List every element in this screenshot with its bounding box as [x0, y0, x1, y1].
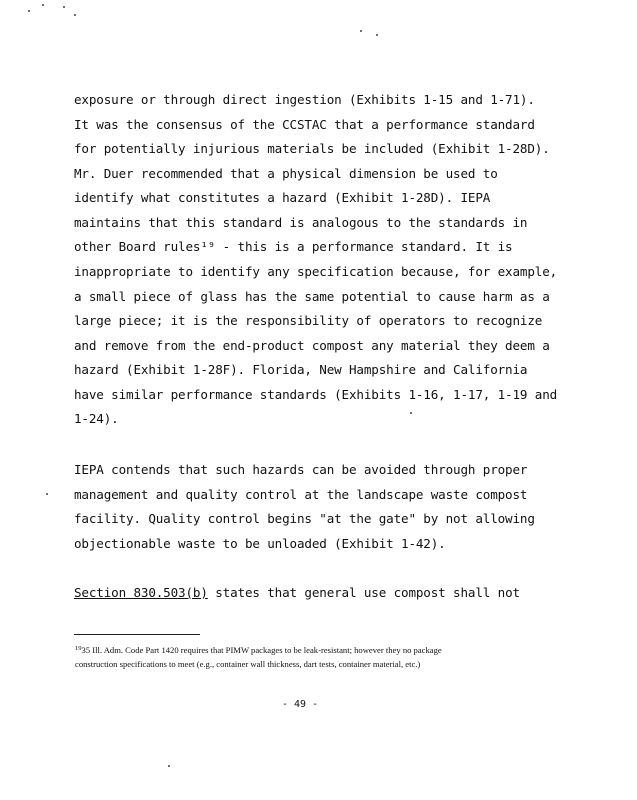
- body-line: for potentially injurious materials be included (Exhibit 1-28D).: [74, 141, 550, 156]
- scan-speck: [74, 14, 76, 16]
- body-text: states that general use compost shall not: [207, 585, 520, 600]
- body-line: maintains that this standard is analogous to the standards in: [74, 215, 528, 230]
- body-line: 1-24).: [74, 411, 119, 426]
- body-line: a small piece of glass has the same potential to cause harm as a: [74, 289, 550, 304]
- body-line: facility. Quality control begins "at the gate" by not allowing: [74, 511, 535, 526]
- scan-speck: [376, 34, 378, 36]
- body-line: [74, 585, 520, 600]
- footnote-line: construction specifications to meet (e.g., container wall thickness, dart tests, container material, etc.): [75, 659, 421, 669]
- scan-speck: [42, 4, 44, 6]
- body-line: objectionable waste to be unloaded (Exhibit 1-42).: [74, 536, 446, 551]
- scan-speck: [410, 412, 412, 414]
- body-line: other Board rules¹⁹ - this is a performance standard. It is: [74, 239, 513, 254]
- page-number: - 49 -: [281, 699, 319, 710]
- body-line: management and quality control at the landscape waste compost: [74, 487, 528, 502]
- body-line: have similar performance standards (Exhibits 1-16, 1-17, 1-19 and: [74, 387, 558, 402]
- footnote-line: [75, 645, 442, 655]
- body-line: inappropriate to identify any specification because, for example,: [74, 264, 558, 279]
- body-line: hazard (Exhibit 1-28F). Florida, New Hampshire and California: [74, 362, 528, 377]
- footnote-marker: 19: [75, 645, 82, 652]
- body-line: large piece; it is the responsibility of operators to recognize: [74, 313, 543, 328]
- scan-speck: [360, 30, 362, 32]
- body-line: IEPA contends that such hazards can be avoided through proper: [74, 462, 528, 477]
- footnote-rule: [74, 634, 200, 635]
- body-line: It was the consensus of the CCSTAC that a performance standard: [74, 117, 535, 132]
- section-reference: Section 830.503(b): [74, 585, 208, 600]
- scan-speck: [46, 493, 48, 495]
- body-line: Mr. Duer recommended that a physical dimension be used to: [74, 166, 498, 181]
- body-line: identify what constitutes a hazard (Exhibit 1-28D). IEPA: [74, 190, 491, 205]
- body-line: exposure or through direct ingestion (Exhibits 1-15 and 1-71).: [74, 92, 535, 107]
- scan-speck: [63, 6, 65, 8]
- footnote-text: 35 Ill. Adm. Code Part 1420 requires that PIMW packages to be leak-resistant; however they no package: [81, 645, 442, 655]
- scan-speck: [28, 10, 30, 12]
- body-line: and remove from the end-product compost any material they deem a: [74, 338, 550, 353]
- scan-speck: [168, 765, 170, 767]
